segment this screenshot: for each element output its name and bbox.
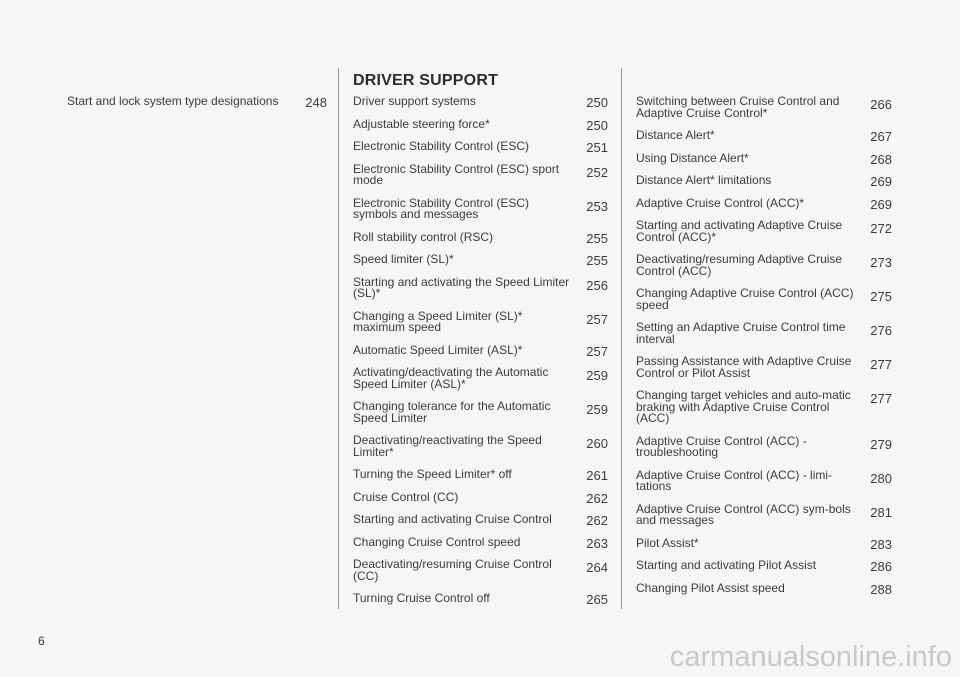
toc-entry-title: Switching between Cruise Control and Adaptive Cruise Control*	[636, 94, 840, 120]
toc-entry-page: 255	[586, 230, 608, 246]
toc-entry-title: Deactivating/resuming Adaptive Cruise Control (ACC)	[636, 252, 843, 278]
column-divider-2	[621, 68, 622, 609]
toc-entry-page: 263	[586, 535, 608, 551]
toc-entry[interactable]	[636, 175, 892, 187]
toc-entry[interactable]	[636, 535, 892, 552]
toc-entry[interactable]	[353, 559, 608, 582]
toc-entry[interactable]	[636, 390, 892, 425]
toc-entry-page: 273	[870, 255, 892, 270]
toc-entry[interactable]	[353, 367, 608, 390]
toc-entry-page: 281	[870, 504, 892, 520]
toc-entry-page: 276	[870, 323, 892, 338]
toc-entry-page: 279	[870, 436, 892, 452]
toc-entry-page: 259	[586, 402, 608, 417]
toc-entry-page: 262	[586, 490, 608, 506]
page-number: 6	[38, 634, 45, 648]
toc-entry-page: 257	[586, 343, 608, 359]
toc-entry-page: 256	[586, 277, 608, 293]
toc-entry-title: Setting an Adaptive Cruise Control time interval	[636, 320, 846, 346]
toc-entry-title: Starting and activating Pilot Assist	[636, 558, 817, 572]
toc-entry-title: Adjustable steering force*	[353, 116, 490, 131]
toc-entry-title: Changing Adaptive Cruise Control (ACC) speed	[636, 286, 854, 312]
toc-entry[interactable]	[636, 467, 892, 493]
toc-entry[interactable]	[636, 433, 892, 459]
toc-entry-title: Adaptive Cruise Control (ACC) - troubleshooting	[636, 433, 807, 459]
toc-entry[interactable]	[353, 274, 608, 300]
toc-entry[interactable]	[353, 161, 608, 187]
toc-entry[interactable]	[636, 580, 892, 597]
toc-entry-title: Speed limiter (SL)*	[353, 252, 454, 266]
toc-entry-page: 280	[870, 470, 892, 486]
toc-entry-title: Adaptive Cruise Control (ACC) - limi-tations	[636, 467, 833, 493]
toc-entry[interactable]	[353, 514, 608, 526]
toc-entry-title: Distance Alert* limitations	[636, 173, 772, 187]
toc-entry[interactable]	[353, 141, 608, 153]
toc-entry-title: Turning Cruise Control off	[353, 591, 490, 605]
toc-entry[interactable]	[636, 220, 892, 243]
toc-entry-page: 252	[586, 164, 608, 180]
toc-entry-title: Roll stability control (RSC)	[353, 229, 494, 244]
toc-entry[interactable]	[636, 356, 892, 379]
toc-entry-page: 277	[870, 391, 892, 406]
toc-entry-title: Automatic Speed Limiter (ASL)*	[353, 342, 523, 357]
toc-entry-title: Distance Alert*	[636, 128, 715, 142]
toc-entry-page: 250	[586, 117, 608, 133]
toc-entry-page: 257	[586, 311, 608, 327]
toc-entry-page: 267	[870, 129, 892, 144]
toc-entry-page: 288	[870, 581, 892, 597]
toc-entry-title: Electronic Stability Control (ESC)	[353, 139, 530, 153]
toc-entry-title: Using Distance Alert*	[636, 150, 749, 165]
toc-entry[interactable]	[353, 195, 608, 221]
section-heading: DRIVER SUPPORT	[353, 72, 499, 89]
toc-entry-page: 250	[586, 95, 608, 110]
toc-entry[interactable]	[67, 96, 327, 108]
toc-entry-title: Changing target vehicles and auto-matic braking with Adaptive Cruise Control (ACC)	[636, 388, 851, 425]
toc-entry-title: Starting and activating Cruise Control	[353, 512, 552, 526]
toc-entry[interactable]	[636, 501, 892, 527]
column-divider-1	[338, 68, 339, 609]
toc-entry[interactable]	[353, 469, 608, 481]
toc-entry[interactable]	[636, 195, 892, 212]
toc-entry-page: 266	[870, 97, 892, 112]
toc-entry[interactable]	[353, 116, 608, 133]
toc-column-3	[636, 96, 892, 605]
toc-entry-title: Deactivating/resuming Cruise Control (CC)	[353, 557, 552, 583]
toc-entry[interactable]	[636, 130, 892, 142]
toc-entry-page: 265	[586, 592, 608, 607]
toc-entry-title: Deactivating/reactivating the Speed Limiter*	[353, 433, 542, 459]
toc-entry-page: 264	[586, 560, 608, 575]
toc-entry[interactable]	[636, 288, 892, 311]
toc-entry-title: Cruise Control (CC)	[353, 489, 459, 504]
toc-entry-list	[353, 96, 608, 605]
toc-entry-title: Electronic Stability Control (ESC) sport mode	[353, 161, 560, 187]
toc-entry-page: 277	[870, 357, 892, 372]
toc-entry-page: 251	[586, 140, 608, 155]
toc-entry[interactable]	[636, 254, 892, 277]
toc-entry[interactable]	[353, 401, 608, 424]
toc-entry-page: 275	[870, 289, 892, 304]
toc-entry-title: Electronic Stability Control (ESC) symbols and messages	[353, 195, 530, 221]
toc-entry-title: Driver support systems	[353, 94, 476, 108]
toc-entry-page: 253	[586, 198, 608, 214]
toc-entry[interactable]	[353, 254, 608, 266]
toc-entry-page: 255	[586, 253, 608, 268]
toc-entry[interactable]	[353, 342, 608, 359]
toc-entry[interactable]	[353, 489, 608, 506]
toc-entry-page: 283	[870, 536, 892, 552]
toc-entry[interactable]	[353, 229, 608, 246]
toc-entry-title: Adaptive Cruise Control (ACC)*	[636, 195, 805, 210]
toc-column-1	[67, 96, 327, 119]
toc-entry-title: Changing tolerance for the Automatic Speed Limiter	[353, 399, 551, 425]
toc-entry-page: 268	[870, 151, 892, 167]
toc-entry-page: 262	[586, 513, 608, 528]
toc-entry-title: Activating/deactivating the Automatic Speed Limiter (ASL)*	[353, 365, 549, 391]
toc-entry-page: 261	[586, 468, 608, 483]
toc-entry-title: Changing Pilot Assist speed	[636, 580, 785, 595]
toc-entry[interactable]	[353, 593, 608, 605]
toc-entry-page: 259	[586, 368, 608, 383]
toc-entry-page: 286	[870, 559, 892, 574]
toc-entry-list	[636, 94, 892, 597]
toc-entry-title: Turning the Speed Limiter* off	[353, 467, 512, 481]
toc-entry-title: Changing Cruise Control speed	[353, 534, 521, 549]
toc-entry-page: 248	[305, 95, 327, 110]
toc-entry[interactable]	[636, 150, 892, 167]
toc-entry[interactable]	[353, 435, 608, 458]
toc-entry-title: Pilot Assist*	[636, 535, 699, 550]
toc-entry[interactable]	[636, 322, 892, 345]
toc-entry[interactable]	[636, 560, 892, 572]
toc-entry-page: 269	[870, 196, 892, 212]
toc-entry[interactable]	[353, 308, 608, 334]
toc-entry-page: 269	[870, 174, 892, 189]
toc-entry-title: Changing a Speed Limiter (SL)* maximum speed	[353, 308, 523, 334]
toc-entry[interactable]	[353, 534, 608, 551]
toc-entry-title: Starting and activating Adaptive Cruise Control (ACC)*	[636, 218, 843, 244]
toc-entry-title: Start and lock system type designations	[67, 94, 279, 108]
toc-entry-page: 272	[870, 221, 892, 236]
toc-entry[interactable]	[353, 96, 608, 108]
toc-entry-title: Passing Assistance with Adaptive Cruise Control or Pilot Assist	[636, 354, 852, 380]
toc-entry-title: Adaptive Cruise Control (ACC) sym-bols and messages	[636, 501, 851, 527]
watermark: carmanualsonline.info	[669, 641, 952, 673]
toc-entry[interactable]	[636, 96, 892, 119]
toc-column-2	[353, 72, 608, 616]
toc-entry-page: 260	[586, 436, 608, 451]
toc-entry-title: Starting and activating the Speed Limiter (SL)*	[353, 274, 570, 300]
